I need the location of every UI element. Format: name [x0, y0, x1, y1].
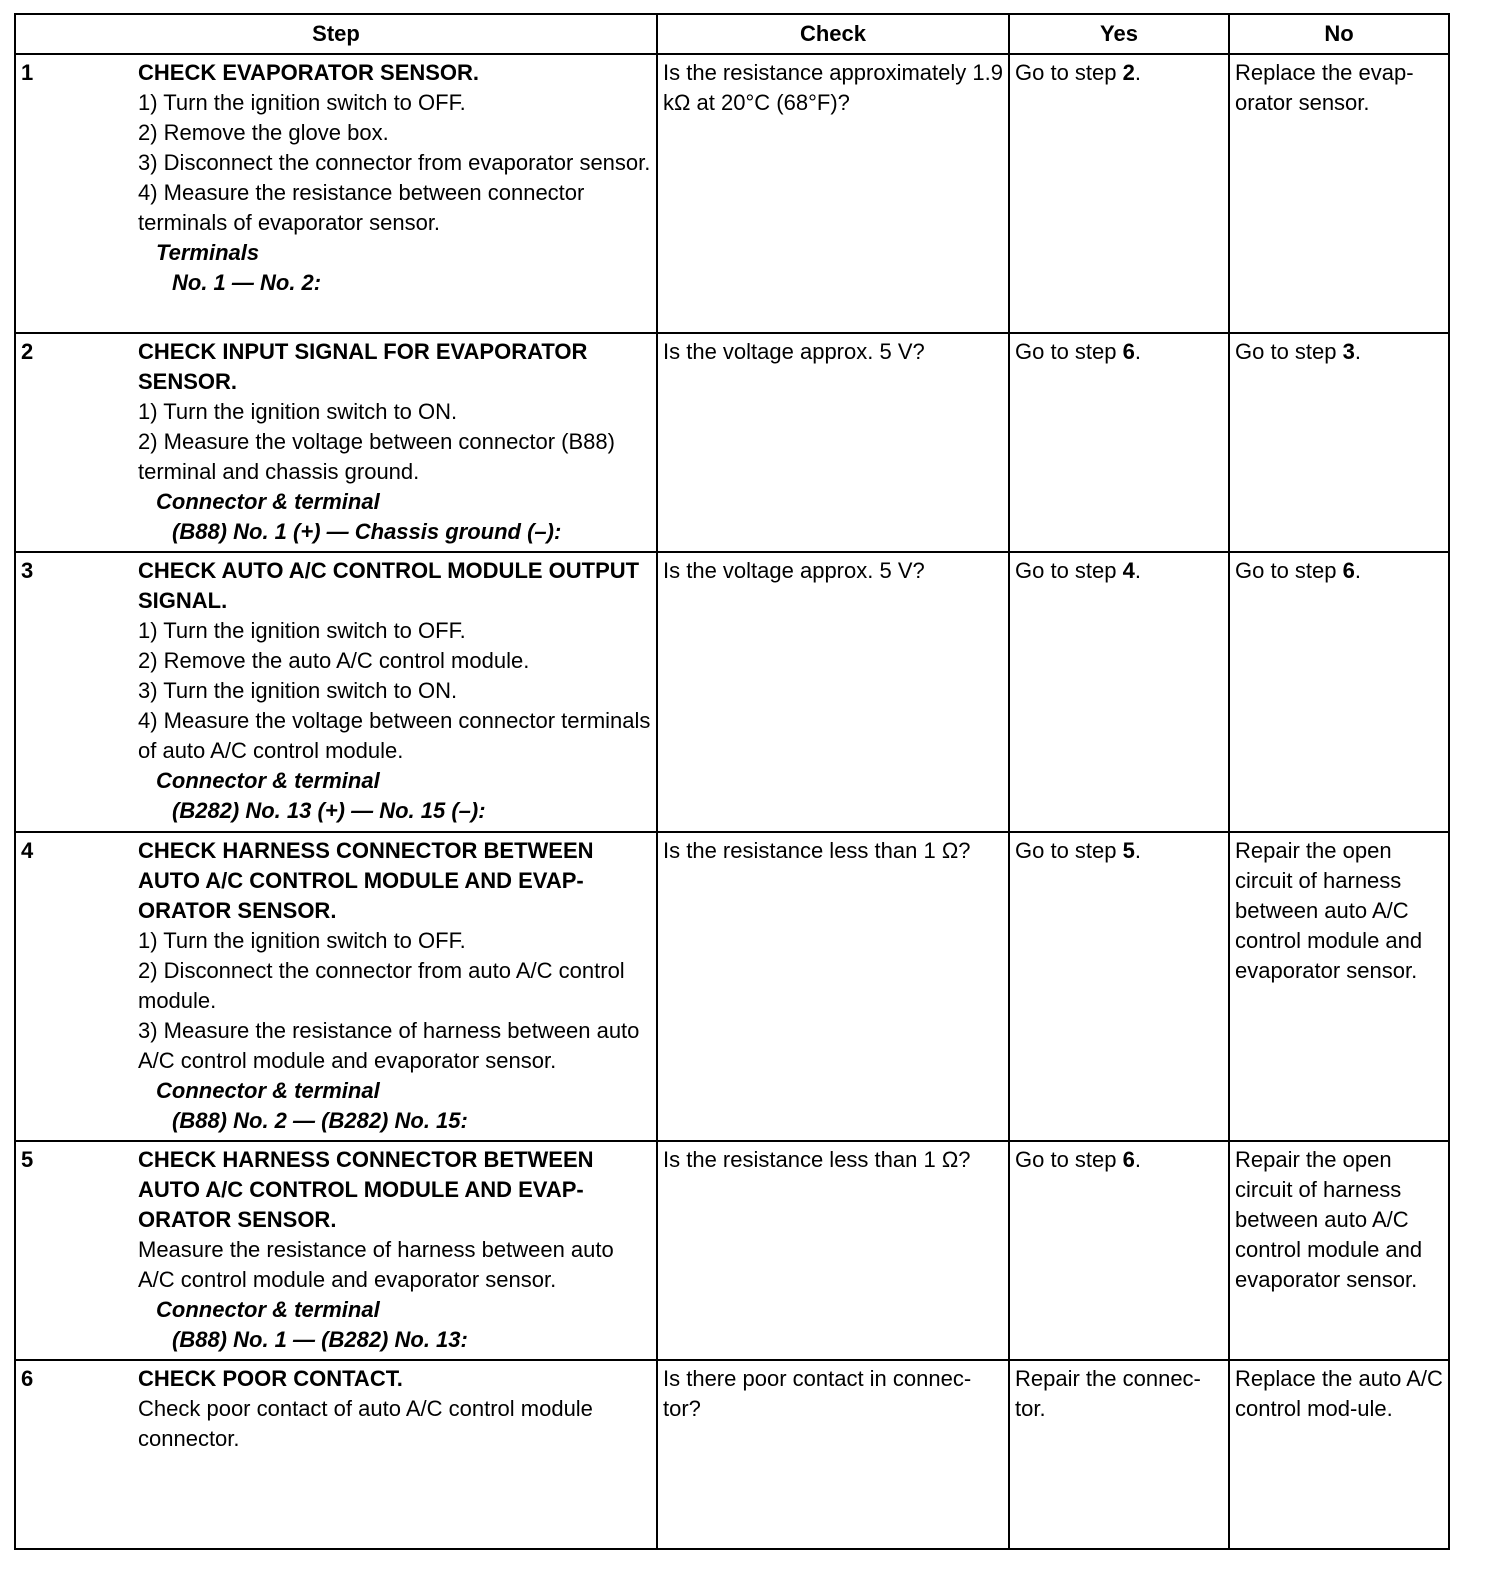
no-suffix: .: [1354, 558, 1361, 583]
check-cell: Is there poor contact in connec-tor?: [657, 1360, 1009, 1549]
no-text: Go to step: [1235, 558, 1343, 583]
no-cell: [1229, 54, 1449, 333]
yes-cell: [1009, 1141, 1229, 1360]
step-number: 5: [21, 1147, 34, 1172]
step-title: CHECK HARNESS CONNECTOR BETWEEN AUTO A/C CONTROL MODULE AND EVAP-ORATOR SENSOR.: [138, 1147, 594, 1232]
yes-step-ref: 6: [1122, 339, 1135, 364]
yes-step-ref: 4: [1122, 558, 1135, 583]
spec-value: (B88) No. 1 — (B282) No. 13:: [172, 1327, 468, 1352]
step-instruction: Measure the resistance of harness between auto A/C control module and evaporator sensor.: [138, 1237, 614, 1292]
no-text: Repair the open circuit of harness between auto A/C control module and evaporator sensor.: [1235, 1147, 1423, 1292]
no-step-ref: 3: [1342, 339, 1355, 364]
step-instruction: 2) Disconnect the connector from auto A/C control module.: [138, 958, 625, 1013]
step-instruction: 2) Remove the glove box.: [138, 120, 389, 145]
check-cell: Is the resistance approximately 1.9 kΩ at 20°C (68°F)?: [657, 54, 1009, 333]
step-instruction: 1) Turn the ignition switch to OFF.: [138, 90, 466, 115]
step-number: 1: [21, 60, 34, 85]
check-cell: Is the voltage approx. 5 V?: [657, 552, 1009, 832]
no-cell: [1229, 552, 1449, 832]
table-row: [15, 832, 1449, 1141]
step-instruction: 4) Measure the voltage between connector terminals of auto A/C control module.: [138, 708, 651, 763]
step-instruction: 2) Remove the auto A/C control module.: [138, 648, 530, 673]
yes-cell: [1009, 832, 1229, 1141]
check-cell: Is the resistance less than 1 Ω?: [657, 1141, 1009, 1360]
no-cell: [1229, 832, 1449, 1141]
check-cell: Is the voltage approx. 5 V?: [657, 333, 1009, 552]
table-row: [15, 54, 1449, 333]
no-text: Replace the evap-orator sensor.: [1235, 60, 1414, 115]
step-title: CHECK INPUT SIGNAL FOR EVAPORATOR SENSOR.: [138, 339, 588, 394]
header-row: [15, 14, 1449, 54]
header-no: No: [1229, 14, 1449, 54]
step-instruction: 3) Measure the resistance of harness between auto A/C control module and evaporator sensor.: [138, 1018, 640, 1073]
yes-cell: [1009, 54, 1229, 333]
step-number: 2: [21, 339, 34, 364]
step-cell: [15, 832, 657, 1141]
no-step-ref: 6: [1342, 558, 1355, 583]
no-cell: [1229, 1141, 1449, 1360]
spec-heading: Terminals: [156, 240, 260, 265]
yes-step-ref: 5: [1122, 838, 1135, 863]
step-cell: [15, 54, 657, 333]
step-instruction: 1) Turn the ignition switch to OFF.: [138, 928, 466, 953]
spec-heading: Connector & terminal: [156, 1078, 380, 1103]
header-step: Step: [15, 14, 657, 54]
yes-suffix: .: [1134, 1147, 1141, 1172]
step-cell: [15, 1141, 657, 1360]
step-instruction: 2) Measure the voltage between connector (B88) terminal and chassis ground.: [138, 429, 615, 484]
yes-suffix: .: [1134, 339, 1141, 364]
yes-cell: [1009, 333, 1229, 552]
yes-text: Go to step: [1015, 838, 1123, 863]
yes-cell: [1009, 552, 1229, 832]
spec-heading: Connector & terminal: [156, 1297, 380, 1322]
spec-value: (B88) No. 1 (+) — Chassis ground (–):: [172, 519, 562, 544]
no-text: Replace the auto A/C control mod-ule.: [1235, 1366, 1443, 1421]
yes-suffix: .: [1134, 558, 1141, 583]
yes-text: Go to step: [1015, 60, 1123, 85]
step-number: 4: [21, 838, 34, 863]
step-title: CHECK AUTO A/C CONTROL MODULE OUTPUT SIGNAL.: [138, 558, 640, 613]
step-cell: [15, 333, 657, 552]
yes-cell: [1009, 1360, 1229, 1549]
check-cell: Is the resistance less than 1 Ω?: [657, 832, 1009, 1141]
no-cell: [1229, 333, 1449, 552]
spec-value: (B282) No. 13 (+) — No. 15 (–):: [172, 798, 486, 823]
header-yes: Yes: [1009, 14, 1229, 54]
no-suffix: .: [1354, 339, 1361, 364]
header-check: Check: [657, 14, 1009, 54]
yes-text: Go to step: [1015, 558, 1123, 583]
no-text: Go to step: [1235, 339, 1343, 364]
spec-value: (B88) No. 2 — (B282) No. 15:: [172, 1108, 468, 1133]
step-title: CHECK HARNESS CONNECTOR BETWEEN AUTO A/C CONTROL MODULE AND EVAP-ORATOR SENSOR.: [138, 838, 594, 923]
spec-value: No. 1 — No. 2:: [172, 270, 322, 295]
yes-suffix: .: [1134, 60, 1141, 85]
diagnostic-table: [14, 13, 1450, 1550]
step-instruction: 4) Measure the resistance between connector terminals of evaporator sensor.: [138, 180, 585, 235]
step-cell: [15, 552, 657, 832]
no-text: Repair the open circuit of harness between auto A/C control module and evaporator sensor.: [1235, 838, 1423, 983]
yes-step-ref: 2: [1122, 60, 1135, 85]
yes-text: Go to step: [1015, 1147, 1123, 1172]
yes-step-ref: 6: [1122, 1147, 1135, 1172]
step-cell: [15, 1360, 657, 1549]
step-instruction: 3) Disconnect the connector from evaporator sensor.: [138, 150, 651, 175]
yes-suffix: .: [1134, 838, 1141, 863]
step-instruction: Check poor contact of auto A/C control module connector.: [138, 1396, 593, 1451]
spec-heading: Connector & terminal: [156, 489, 380, 514]
step-title: CHECK EVAPORATOR SENSOR.: [138, 60, 480, 85]
step-number: 3: [21, 558, 34, 583]
no-cell: [1229, 1360, 1449, 1549]
step-instruction: 3) Turn the ignition switch to ON.: [138, 678, 458, 703]
spec-heading: Connector & terminal: [156, 768, 380, 793]
yes-text: Go to step: [1015, 339, 1123, 364]
table-row: [15, 1141, 1449, 1360]
step-instruction: 1) Turn the ignition switch to ON.: [138, 399, 458, 424]
step-instruction: 1) Turn the ignition switch to OFF.: [138, 618, 466, 643]
table-row: [15, 1360, 1449, 1549]
step-number: 6: [21, 1366, 34, 1391]
table-row: [15, 552, 1449, 832]
yes-text: Repair the connec-tor.: [1015, 1366, 1201, 1421]
table-row: [15, 333, 1449, 552]
step-title: CHECK POOR CONTACT.: [138, 1366, 403, 1391]
